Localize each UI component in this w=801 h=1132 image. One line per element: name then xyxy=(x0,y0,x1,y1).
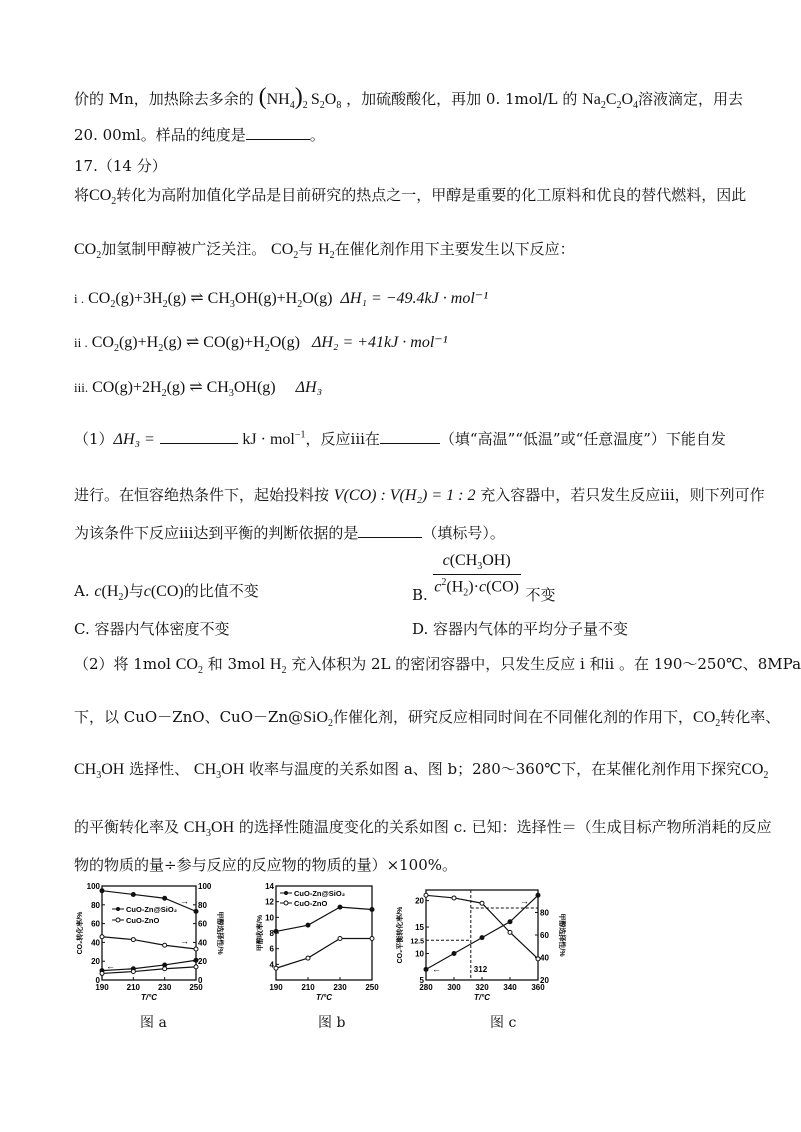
x-tick-label: 210 xyxy=(126,983,141,992)
y-tick-label: 15 xyxy=(415,923,424,933)
text-line xyxy=(74,238,760,261)
arrow-icon: → xyxy=(180,896,189,906)
text-fragment: 为该条件下反应iii达到平衡的判断依据的是 xyxy=(74,524,359,542)
y-tick-label: 8 xyxy=(269,929,274,938)
y-tick-label: 10 xyxy=(265,913,274,923)
data-point xyxy=(194,958,198,962)
text-fragment: 加氢制甲醇被广泛关注。 xyxy=(101,240,267,258)
data-point xyxy=(274,929,278,933)
text-fragment: 充入体积为 2L 的密闭容器中，只发生反应 i 和ii 。在 190～250℃、8MPa xyxy=(291,655,801,673)
x-tick-label: 280 xyxy=(419,983,433,992)
y-right-tick-label: 100 xyxy=(198,882,212,891)
x-tick-label: 250 xyxy=(189,983,203,992)
text-fragment: （填标号）。 xyxy=(422,524,505,542)
text-line xyxy=(74,428,760,449)
arrow-icon: ← xyxy=(106,961,115,971)
text-fragment: ，反应iii在 xyxy=(305,430,380,448)
text-fragment: 收率与温度的关系如图 a、图 b；280～360℃下，在某催化剂作用下探究 xyxy=(249,760,742,778)
y-axis-label: CO₂转化率/% xyxy=(77,911,84,955)
data-point xyxy=(131,938,135,942)
figure-a-caption: 图 a xyxy=(140,1015,167,1031)
text-fragment: ，加硫酸酸化，再加 0. 1mol/L 的 xyxy=(346,90,578,108)
data-point xyxy=(100,889,104,893)
text-line: $CH_3OH$ 选择性、 $CH_3OH$ 收率与温度的关系如图 a、图 b；280～360℃下，在某催化剂作用下探究$CO_2$ xyxy=(74,760,769,782)
reaction-iii: iii. $CO(g)+2H_2(g)$ ⇌ $CH_3OH(g)$ ΔH₃ xyxy=(74,379,323,400)
reaction-ii: ii . $CO_2(g)+H_2(g)$ ⇌ $CO(g)+H_2O(g) \Delta H_2 = +41kJ \cdot mol^{-1}$ xyxy=(74,334,448,355)
text-fragment: 。 xyxy=(309,126,325,144)
text-fragment: （2）将 1mol xyxy=(74,655,171,673)
y-right-tick-label: 40 xyxy=(198,938,207,948)
y-right-tick-label: 60 xyxy=(198,919,207,929)
legend-marker xyxy=(284,891,288,895)
data-point xyxy=(370,908,374,912)
arrow-icon: → xyxy=(180,936,189,946)
text-fragment: （1） xyxy=(74,430,114,448)
series-line xyxy=(276,907,372,931)
data-point xyxy=(424,893,428,897)
enthalpy: ΔH₁ = −49.4kJ · mol⁻¹ xyxy=(340,290,488,307)
data-point xyxy=(163,967,167,971)
data-point xyxy=(100,935,104,939)
ratio: V(CO) : V(H₂) = 1 : 2 xyxy=(333,487,476,504)
reaction-i: i . $CO_2(g)+3H_2(g)$ ⇌ $CH_3OH(g)+H_2O(g) \Delta H_1 = -49.4kJ \cdot mol^{-1}$ xyxy=(74,290,488,311)
x-axis-label: T/°C xyxy=(473,993,491,1002)
y-right-tick-label: 20 xyxy=(198,957,207,967)
legend-label: CuO-ZnO xyxy=(126,916,160,925)
text-fragment: 物的物质的量÷参与反应的反应物的物质的量）×100%。 xyxy=(74,856,458,874)
data-point xyxy=(338,905,342,909)
data-point xyxy=(508,920,512,924)
text-line xyxy=(74,522,760,543)
data-point xyxy=(452,896,456,900)
data-point xyxy=(536,957,540,961)
figure-c-caption: 图 c xyxy=(490,1015,517,1031)
arrow-icon: → xyxy=(520,896,529,906)
data-point xyxy=(194,947,198,951)
text-fragment: 下，以 CuO－ZnO、CuO－Zn@ xyxy=(74,708,304,726)
y-right-tick-label: 80 xyxy=(198,900,207,910)
chem-formula: $CO_2$ xyxy=(74,241,102,262)
option-b: B. $\frac{c(CH_3OH)}{c^2(H_2)\cdot c(CO)}$ 不变 xyxy=(412,552,556,604)
text-line xyxy=(74,124,760,145)
text-line: （2）将 1mol $CO_2$ 和 3mol $H_2$ 充入体积为 2L 的密闭容器中，只发生反应 i 和ii 。在 190～250℃、8MPa xyxy=(74,655,801,677)
figure-b-caption: 图 b xyxy=(318,1015,346,1031)
figure-c-chart xyxy=(396,876,566,1006)
x-tick-label: 230 xyxy=(157,983,172,992)
series-line xyxy=(102,960,196,970)
y-tick-label: 20 xyxy=(91,957,100,967)
data-point xyxy=(338,936,342,940)
x-tick-label: 190 xyxy=(269,983,283,992)
text-line xyxy=(74,484,765,505)
data-point xyxy=(536,893,540,897)
text-fragment: 和 3mol xyxy=(207,655,266,673)
chem-formula: $Na_2C_2O_4$ xyxy=(582,91,639,112)
text-fragment: 与 xyxy=(298,240,314,258)
text-fragment: 溶液滴定，用去 xyxy=(638,90,744,108)
text-fragment: 将 xyxy=(74,186,90,204)
y-right-tick-label: 0 xyxy=(198,976,203,985)
data-point xyxy=(131,892,135,896)
chem-formula: $CO_2$ xyxy=(89,187,117,208)
figure-a-chart xyxy=(76,876,226,1006)
legend-marker xyxy=(116,918,120,922)
text-fragment: 进行。在恒容绝热条件下，起始投料按 xyxy=(74,486,330,504)
data-point xyxy=(163,943,167,947)
data-point xyxy=(370,936,374,940)
enthalpy: ΔH₃ = xyxy=(113,431,155,448)
y-tick-label: 14 xyxy=(265,882,274,891)
y-tick-label: 0 xyxy=(95,976,100,985)
legend-marker xyxy=(284,901,288,905)
data-point xyxy=(194,965,198,969)
figure-b-chart xyxy=(256,876,379,1006)
data-point xyxy=(194,909,198,913)
option-a: A. $c(H_2)$与c(CO)的比值不变 xyxy=(74,582,259,604)
question-heading: 17.（14 分） xyxy=(74,157,167,175)
text-fragment: 转化为高附加值化学品是目前研究的热点之一，甲醇是重要的化工原料和优良的替代燃料，因此 xyxy=(116,186,747,204)
y-tick-label: 80 xyxy=(91,900,100,910)
mark-label-y: 12.5 xyxy=(410,938,424,946)
text-line xyxy=(74,854,760,875)
text-line xyxy=(74,184,760,207)
y-tick-label: 5 xyxy=(419,976,424,985)
text-fragment: 充入容器中，若只发生反应iii，则下列可作 xyxy=(480,486,765,504)
text-fragment: 在催化剂作用下主要发生以下反应： xyxy=(334,240,575,258)
x-axis-label: T/°C xyxy=(140,993,158,1002)
y-right-tick-label: 40 xyxy=(540,953,549,963)
series-line xyxy=(276,938,372,968)
y-axis-label: 甲醇收率/% xyxy=(257,914,264,952)
mark-label-x: 312 xyxy=(473,965,488,974)
y-tick-label: 20 xyxy=(415,896,424,906)
y-right-axis-label: 甲醇选择性/% xyxy=(558,913,565,957)
legend-label: CuO-ZnO xyxy=(294,899,328,908)
x-tick-label: 210 xyxy=(301,983,315,992)
x-tick-label: 250 xyxy=(365,983,379,992)
y-right-tick-label: 60 xyxy=(540,931,549,940)
x-tick-label: 190 xyxy=(95,983,109,992)
data-point xyxy=(424,967,428,971)
series-line xyxy=(426,895,538,969)
unit: kJ · mol$^{-1}$ xyxy=(242,429,306,448)
arrow-icon: ← xyxy=(432,964,441,974)
data-point xyxy=(163,896,167,900)
data-point xyxy=(100,971,104,975)
y-tick-label: 12 xyxy=(265,897,274,907)
y-axis-label: CO₂平衡转化率/% xyxy=(397,906,404,964)
legend-marker xyxy=(116,907,120,911)
data-point xyxy=(452,952,456,956)
answer-blank xyxy=(358,523,422,538)
x-tick-label: 300 xyxy=(447,983,461,992)
answer-blank xyxy=(246,125,310,140)
text-line xyxy=(74,84,760,111)
chem-formula: $(NH_4)_2$ $S_2O_8$ xyxy=(258,84,342,112)
text-line: 下，以 CuO－ZnO、CuO－Zn@SiO$_2$作催化剂，研究反应相同时间在不同催化剂的作用下，$CO_2$转化率、 xyxy=(74,708,781,730)
x-tick-label: 360 xyxy=(531,983,545,992)
data-point xyxy=(274,966,278,970)
y-tick-label: 4 xyxy=(269,960,274,970)
text-fragment: 价的 Mn，加热除去多余的 xyxy=(74,90,254,108)
chem-formula: $CO_2$ xyxy=(271,241,299,262)
y-tick-label: 10 xyxy=(415,949,424,959)
data-point xyxy=(508,930,512,934)
x-axis-label: T/°C xyxy=(315,993,333,1002)
text-fragment: 的选择性随温度变化的关系如图 c. 已知：选择性＝（生成目标产物所消耗的反应 xyxy=(238,818,772,836)
legend-label: CuO-Zn@SiO₂ xyxy=(294,889,346,898)
enthalpy: ΔH₃ xyxy=(295,379,323,396)
y-tick-label: 40 xyxy=(91,938,100,948)
text-fragment: 选择性、 xyxy=(129,760,190,778)
x-tick-label: 320 xyxy=(475,983,489,992)
data-point xyxy=(480,936,484,940)
y-tick-label: 100 xyxy=(86,882,100,891)
text-fragment: 转化率、 xyxy=(720,708,781,726)
text-fragment: （填“高温”“低温”或“任意温度”）下能自发 xyxy=(439,430,726,448)
answer-blank xyxy=(380,429,440,444)
data-point xyxy=(306,956,310,960)
enthalpy: ΔH₂ = +41kJ · mol⁻¹ xyxy=(311,334,448,351)
legend-label: CuO-Zn@SiO₂ xyxy=(126,905,178,914)
option-c: C. 容器内气体密度不变 xyxy=(74,620,230,638)
y-right-tick-label: 80 xyxy=(540,908,549,918)
data-point xyxy=(131,970,135,974)
option-d: D. 容器内气体的平均分子量不变 xyxy=(412,620,629,638)
text-fragment: 的平衡转化率及 xyxy=(74,818,180,836)
x-tick-label: 230 xyxy=(333,983,347,992)
y-right-axis-label: 甲醇选择性/% xyxy=(216,911,223,955)
data-point xyxy=(306,923,310,927)
chem-formula: $H_2$ xyxy=(318,241,335,262)
text-fragment: 作催化剂，研究反应相同时间在不同催化剂的作用下， xyxy=(333,708,694,726)
x-tick-label: 340 xyxy=(503,983,517,992)
data-point xyxy=(480,901,484,905)
y-tick-label: 6 xyxy=(269,944,274,954)
answer-blank xyxy=(160,429,238,444)
text-line: 的平衡转化率及 $CH_3OH$ 的选择性随温度变化的关系如图 c. 已知：选择性＝（生成目标产物所消耗的反应 xyxy=(74,818,772,840)
y-tick-label: 60 xyxy=(91,919,100,929)
text-fragment: 20. 00ml。样品的纯度是 xyxy=(74,126,246,144)
y-right-tick-label: 20 xyxy=(540,976,549,985)
